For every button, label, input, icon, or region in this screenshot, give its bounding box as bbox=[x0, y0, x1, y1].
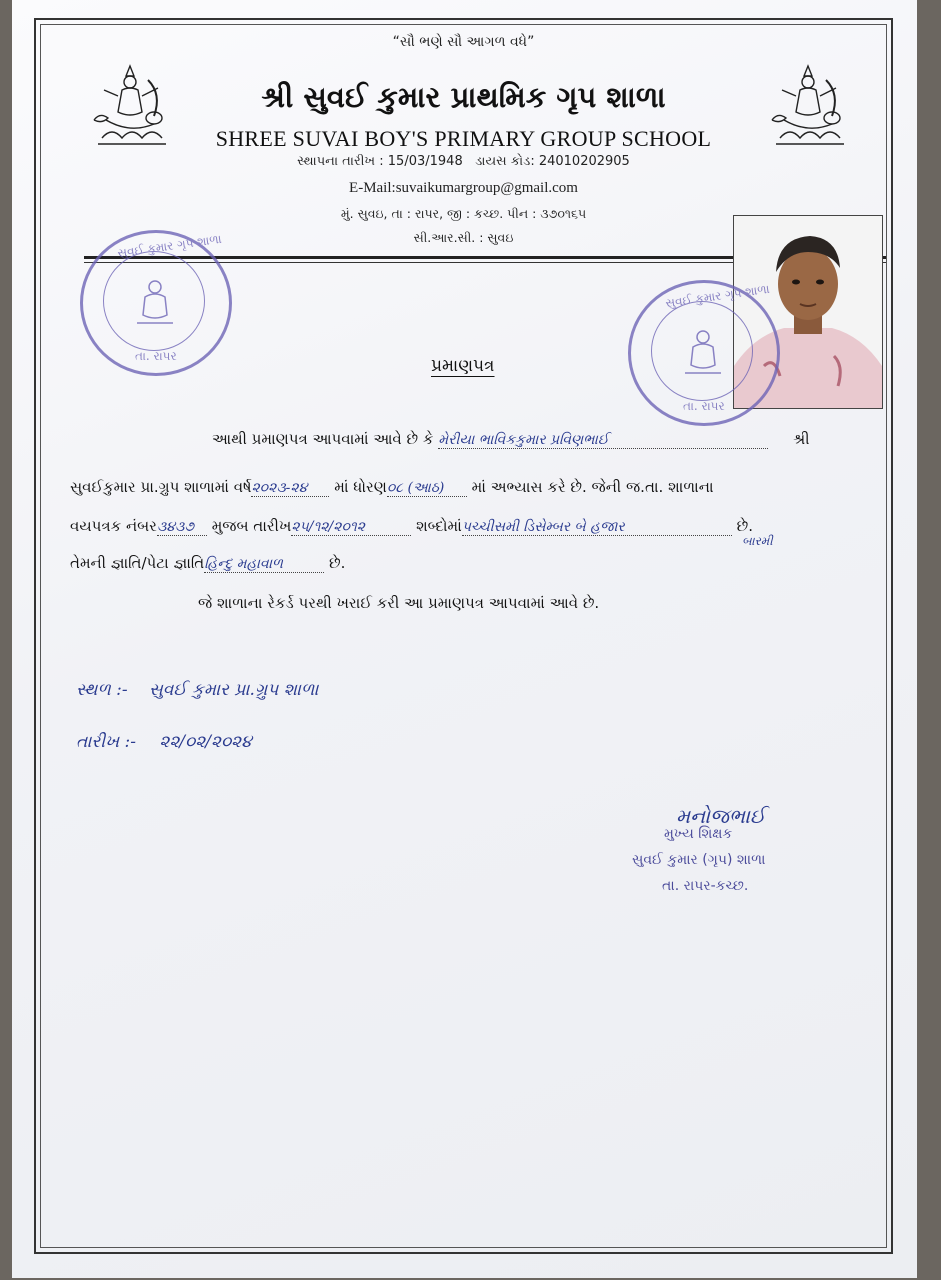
line3-part3: શબ્દોમાં bbox=[416, 517, 462, 535]
place-label: સ્થળ :- bbox=[76, 680, 128, 700]
stamp-emblem-icon bbox=[127, 273, 183, 329]
certificate-heading: પ્રમાણપત્ર bbox=[431, 356, 495, 376]
line2-part3: માં અભ્યાસ કરે છે. જેની જ.તા. શાળાના bbox=[471, 478, 714, 496]
certificate-line-1 bbox=[212, 430, 810, 449]
line4-suffix: છે. bbox=[328, 554, 346, 572]
certificate-line-3 bbox=[70, 517, 753, 536]
date-value: ૨૨/૦૨/૨૦૨૪ bbox=[159, 732, 252, 752]
establishment-date: 15/03/1948 bbox=[387, 154, 463, 169]
sign-school: સુવઈ કુમાર (ગૃપ) શાળા bbox=[632, 852, 766, 868]
dise-code: 24010202905 bbox=[538, 154, 630, 169]
email-label: E-Mail: bbox=[349, 180, 396, 196]
stamp-bottom-text: તા. રાપર bbox=[135, 349, 177, 363]
school-address: મું. સુવઇ, તા : રાપર, જી : કચ્છ. પીન : ૩૭૦૧૬૫ bbox=[340, 206, 587, 221]
birth-date-words: પચ્ચીસમી ડિસેમ્બર બે હજાર bbox=[462, 519, 732, 536]
line2-part1: સુવઈકુમાર પ્રા.ગ્રુપ શાળામાં વર્ષ bbox=[70, 478, 252, 496]
date-row bbox=[76, 732, 252, 752]
line4-part1: તેમની જ્ઞાતિ/પેટા જ્ઞાતિ bbox=[70, 554, 205, 572]
academic-year: ૨૦૨૩-૨૪ bbox=[251, 480, 329, 497]
student-name: મેરીયા ભાવિકકુમાર પ્રવિણભાઈ bbox=[438, 432, 768, 449]
stamp-ring-text: સુવઈ કુમાર ગૃપ શાળા bbox=[664, 281, 771, 311]
line3-part2: મુજબ તારીખ bbox=[211, 517, 292, 535]
caste: હિન્દુ મહાવાળ bbox=[204, 556, 324, 573]
register-number: ૩૪૩૭ bbox=[157, 519, 207, 536]
headmaster-signature: મનોજભાઈ bbox=[676, 804, 766, 828]
line3-part1: વયપત્રક નંબર bbox=[70, 517, 157, 535]
stamp-bottom-text: તા. રાપર bbox=[683, 399, 725, 413]
certificate-line-2 bbox=[70, 478, 714, 497]
school-name-english: SHREE SUVAI BOY'S PRIMARY GROUP SCHOOL bbox=[215, 126, 712, 151]
certificate-paper bbox=[12, 0, 917, 1278]
sign-place: તા. રાપર-કચ્છ. bbox=[662, 878, 749, 894]
sign-title: મુખ્ય શિક્ષક bbox=[664, 826, 733, 842]
dise-code-label: ડાયસ કોડ: bbox=[475, 154, 535, 169]
line1-prefix: આથી પ્રમાણપત્ર આપવામાં આવે છે કે bbox=[212, 430, 434, 448]
place-row bbox=[76, 680, 318, 700]
school-crc: સી.આર.સી. : સુવઇ bbox=[413, 230, 514, 245]
header-divider-thin bbox=[84, 262, 886, 263]
line3-suffix: છે. bbox=[736, 517, 753, 535]
stamp-ring-text: સુવઈ કુમાર ગૃપ શાળા bbox=[116, 231, 223, 261]
school-name-gujarati: શ્રી સુવઈ કુમાર પ્રાથમિક ગૃપ શાળા bbox=[261, 80, 666, 114]
email-value: suvaikumargroup@gmail.com bbox=[395, 180, 578, 196]
saraswati-left-icon bbox=[88, 60, 172, 152]
school-stamp-right bbox=[628, 280, 780, 426]
place-value: સુવઈ કુમાર પ્રા.ગ્રુપ શાળા bbox=[149, 680, 319, 700]
birth-date-words-continued: બારમી bbox=[742, 534, 773, 548]
student-photo bbox=[733, 215, 883, 409]
school-email bbox=[36, 180, 891, 197]
line2-part2: માં ધોરણ bbox=[334, 478, 387, 496]
establishment-info bbox=[36, 154, 891, 169]
certificate-line-5: જે શાળાના રેકર્ડ પરથી ખરાઈ કરી આ પ્રમાણપત્ર આપવામાં આવે છે. bbox=[198, 594, 600, 612]
establishment-label: સ્થાપના તારીખ : bbox=[297, 154, 384, 169]
stamp-emblem-icon bbox=[675, 323, 731, 379]
date-label: તારીખ :- bbox=[76, 732, 136, 752]
saraswati-right-icon bbox=[766, 60, 850, 152]
standard: ૦૮ (આઠ) bbox=[387, 480, 467, 497]
certificate-line-4 bbox=[70, 554, 345, 573]
birth-date: ૨૫/૧૨/૨૦૧૨ bbox=[291, 519, 411, 536]
school-motto: “સૌ ભણે સૌ આગળ વધે” bbox=[392, 34, 535, 50]
school-stamp-left bbox=[80, 230, 232, 376]
certificate-border bbox=[34, 18, 893, 1254]
line1-suffix: શ્રી bbox=[793, 430, 810, 448]
header-divider bbox=[84, 256, 886, 259]
